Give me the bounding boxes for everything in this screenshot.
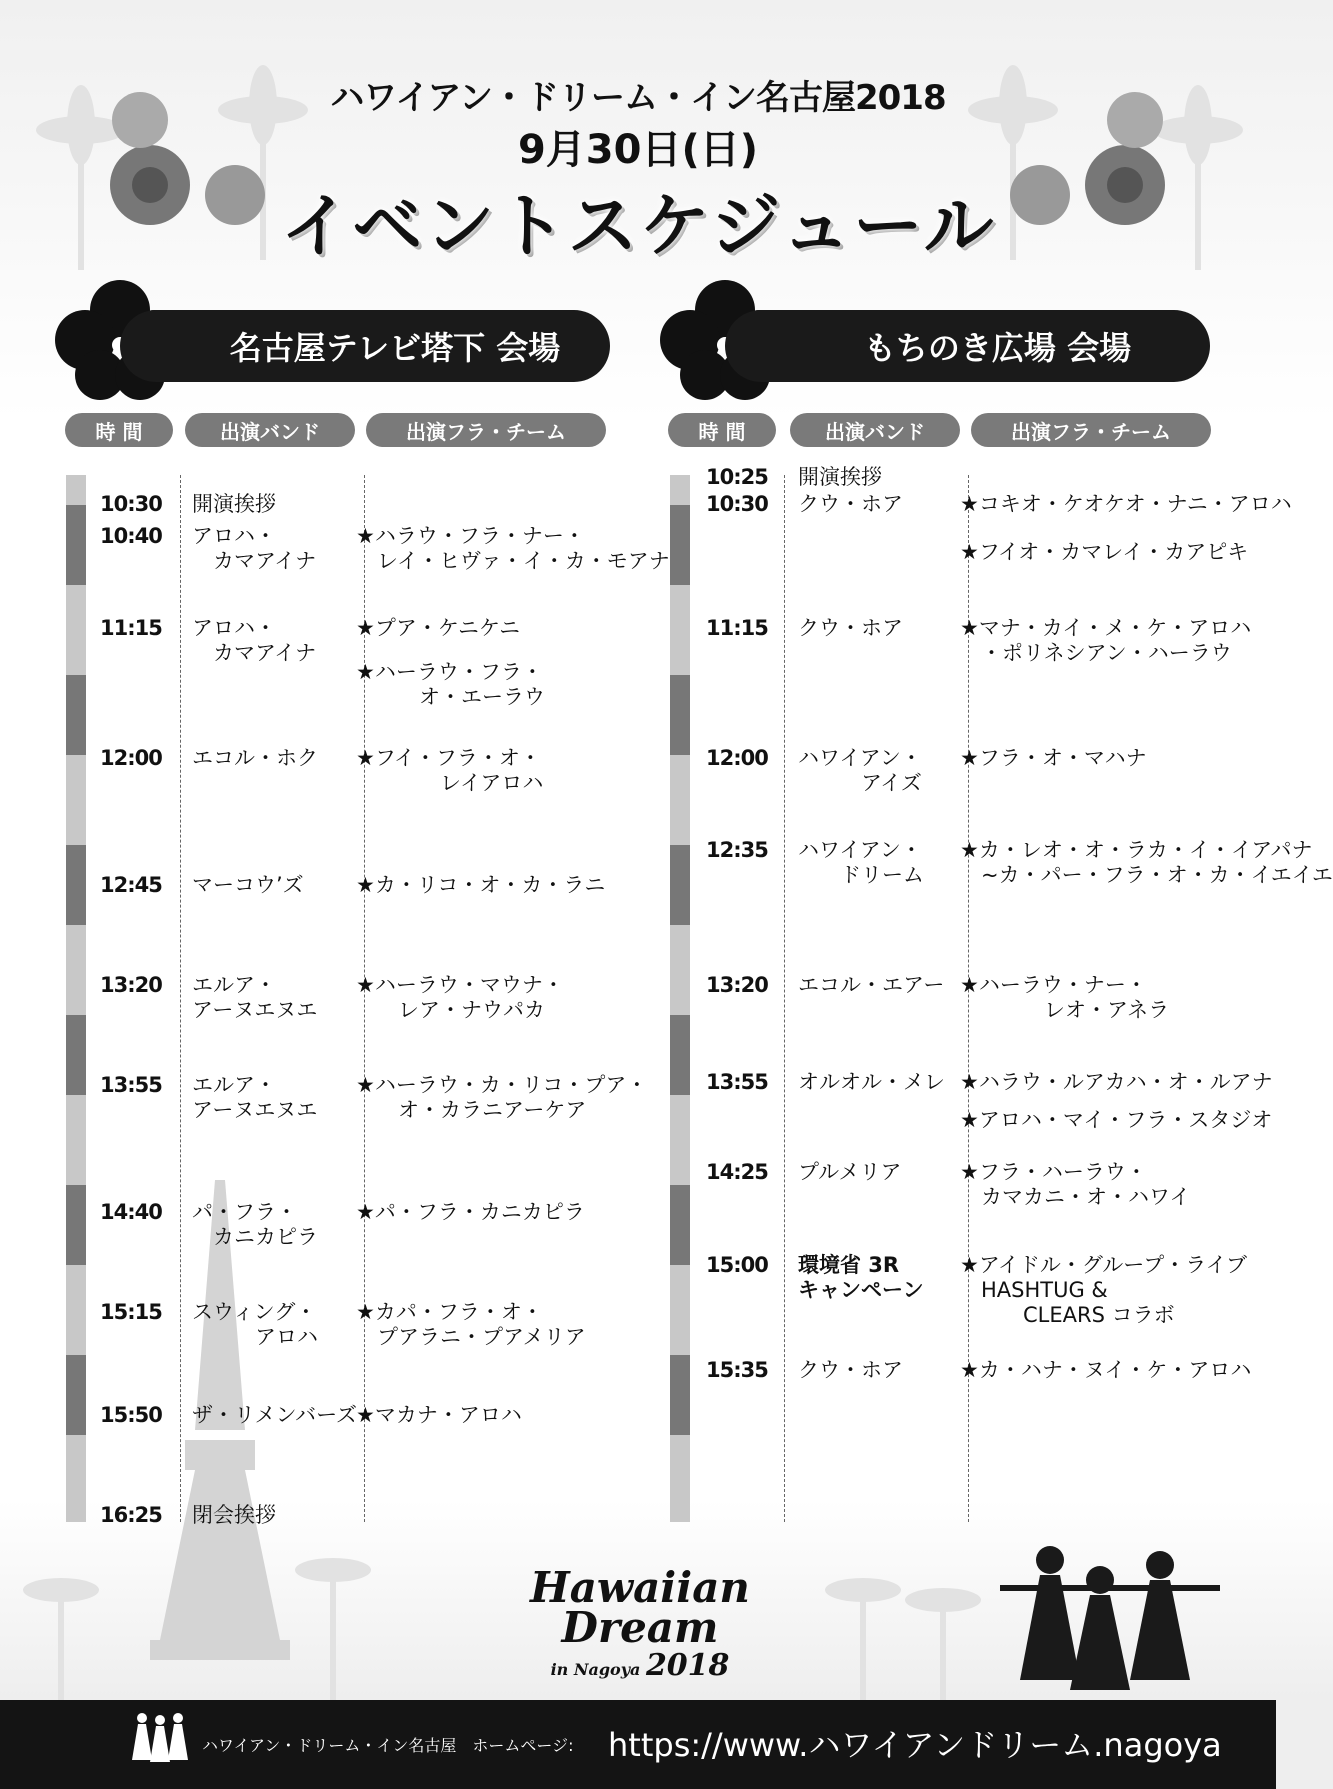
- hula-dancers-icon: [1000, 1546, 1220, 1690]
- row-team: ★ハーラウ・フラ・ オ・エーラウ: [356, 660, 545, 709]
- row-team: ★ハラウ・ルアカハ・オ・ルアナ: [960, 1070, 1273, 1094]
- divider: [784, 475, 785, 1522]
- row-band: エルア・ アーヌエヌエ: [192, 973, 318, 1022]
- row-team: ★ハーラウ・ナー・ レオ・アネラ: [960, 973, 1170, 1022]
- row-time: 11:15: [100, 616, 162, 640]
- row-band: クウ・ホア: [798, 492, 903, 516]
- row-team: ★カ・ハナ・ヌイ・ケ・アロハ: [960, 1358, 1252, 1382]
- row-band: ハワイアン・ アイズ: [798, 746, 922, 795]
- row-band: パ・フラ・ カニカピラ: [192, 1200, 318, 1249]
- logo-line2: Dream: [561, 1603, 719, 1652]
- row-time: 10:30: [100, 492, 162, 516]
- row-band: 開演挨拶: [798, 465, 882, 489]
- row-band: クウ・ホア: [798, 616, 903, 640]
- row-team: ★カ・リコ・オ・カ・ラニ: [356, 873, 606, 897]
- row-band: マーコウ’ズ: [192, 873, 304, 897]
- row-band: 環境省 3R キャンペーン: [798, 1253, 924, 1302]
- row-team: ★フイ・フラ・オ・ レイアロハ: [356, 746, 544, 795]
- row-band: アロハ・ カマアイナ: [192, 524, 317, 573]
- row-band: エコル・ホク: [192, 746, 318, 770]
- row-team: ★フラ・ハーラウ・ カマカニ・オ・ハワイ: [960, 1160, 1191, 1209]
- row-team: ★コキオ・ケオケオ・ナニ・アロハ: [960, 492, 1292, 516]
- logo-line1: Hawaiian: [530, 1563, 750, 1612]
- footer-label: ハワイアン・ドリーム・イン名古屋 ホームページ:: [202, 1736, 574, 1755]
- row-team: ★アイドル・グループ・ライブ HASHTUG & CLEARS コラボ: [960, 1253, 1247, 1327]
- row-time: 15:35: [706, 1358, 768, 1382]
- row-time: 13:20: [706, 973, 768, 997]
- logo-line3: [520, 1648, 760, 1683]
- row-team: ★カ・レオ・オ・ラカ・イ・イアパナ ~カ・パー・フラ・オ・カ・イエイエ: [960, 838, 1333, 887]
- row-band: エコル・エアー: [798, 973, 945, 997]
- row-time: 13:20: [100, 973, 162, 997]
- row-band: 閉会挨拶: [192, 1503, 276, 1527]
- logo-year: 2018: [645, 1648, 730, 1683]
- col-time-left: 時 間: [65, 413, 173, 447]
- homepage-link[interactable]: https://www.ハワイアンドリーム.nagoya: [608, 1726, 1222, 1764]
- row-band: 開演挨拶: [192, 492, 276, 516]
- row-team: ★ハラウ・フラ・ナー・ レイ・ヒヴァ・イ・カ・モアナ: [356, 524, 670, 573]
- row-team: ★カパ・フラ・オ・ プアラニ・プアメリア: [356, 1300, 586, 1349]
- col-band-right: 出演バンド: [790, 413, 960, 447]
- row-time: 12:35: [706, 838, 768, 862]
- row-team: ★フイオ・カマレイ・カアピキ: [960, 540, 1249, 564]
- row-time: 14:25: [706, 1160, 768, 1184]
- row-time: 13:55: [100, 1073, 162, 1097]
- row-time: 12:45: [100, 873, 162, 897]
- logo-subtitle: in Nagoya: [550, 1660, 641, 1679]
- row-team: ★ハーラウ・カ・リコ・プア・ オ・カラニアーケア: [356, 1073, 648, 1122]
- row-team: ★アロハ・マイ・フラ・スタジオ: [960, 1108, 1273, 1132]
- row-time: 14:40: [100, 1200, 162, 1224]
- row-band: プルメリア: [798, 1160, 902, 1184]
- row-band: オルオル・メレ: [798, 1070, 945, 1094]
- event-logo: [520, 1563, 760, 1683]
- row-band: ハワイアン・ ドリーム: [798, 838, 924, 887]
- row-team: ★マカナ・アロハ: [356, 1403, 522, 1427]
- row-team: ★マナ・カイ・メ・ケ・アロハ ・ポリネシアン・ハーラウ: [960, 616, 1252, 665]
- row-time: 15:15: [100, 1300, 162, 1324]
- row-time: 10:40: [100, 524, 162, 548]
- page-title: イベントスケジュール: [280, 185, 996, 267]
- row-team: ★パ・フラ・カニカピラ: [356, 1200, 585, 1224]
- row-team: ★プア・ケニケニ: [356, 616, 521, 640]
- row-band: エルア・ アーヌエヌエ: [192, 1073, 318, 1122]
- row-time: 12:00: [706, 746, 768, 770]
- row-time: 13:55: [706, 1070, 768, 1094]
- row-time: 11:15: [706, 616, 768, 640]
- venue-header-left: 名古屋テレビ塔下 会場: [120, 310, 610, 382]
- row-band: アロハ・ カマアイナ: [192, 616, 317, 665]
- divider: [180, 475, 181, 1522]
- row-band: クウ・ホア: [798, 1358, 903, 1382]
- col-team-left: 出演フラ・チーム: [366, 413, 606, 447]
- row-team: ★ハーラウ・マウナ・ レア・ナウパカ: [356, 973, 564, 1022]
- row-team: ★フラ・オ・マハナ: [960, 746, 1147, 770]
- event-title: ハワイアン・ドリーム・イン名古屋2018: [330, 78, 946, 118]
- row-band: スウィング・ アロハ: [192, 1300, 318, 1349]
- col-time-right: 時 間: [668, 413, 776, 447]
- time-stripe-left: [66, 475, 86, 1522]
- row-time: 10:25: [706, 465, 768, 489]
- row-time: 16:25: [100, 1503, 162, 1527]
- col-team-right: 出演フラ・チーム: [971, 413, 1211, 447]
- venue-header-right: もちのき広場 会場: [725, 310, 1210, 382]
- row-time: 15:50: [100, 1403, 162, 1427]
- row-time: 10:30: [706, 492, 768, 516]
- dancers-icon: [130, 1710, 190, 1765]
- row-time: 12:00: [100, 746, 162, 770]
- row-band: ザ・リメンバーズ: [192, 1403, 358, 1427]
- event-date: 9月30日(日): [517, 127, 759, 173]
- time-stripe-right: [670, 475, 690, 1522]
- col-band-left: 出演バンド: [185, 413, 355, 447]
- row-time: 15:00: [706, 1253, 768, 1277]
